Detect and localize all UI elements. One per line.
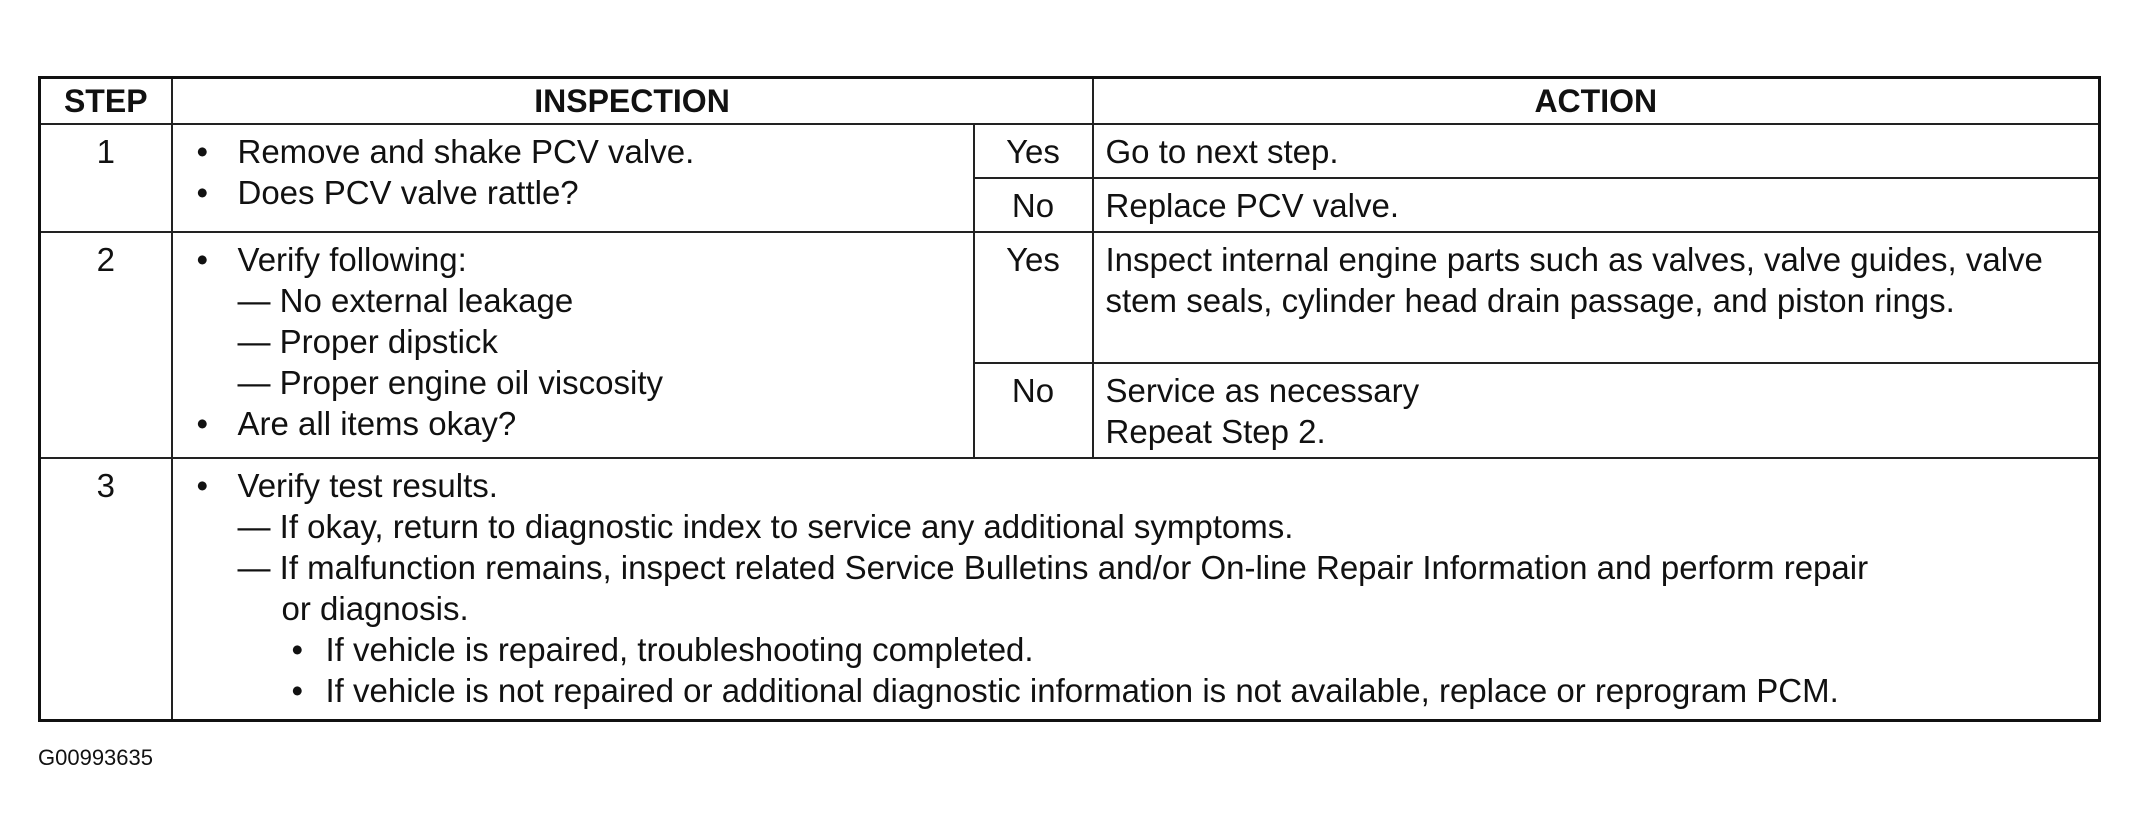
step-1-no-action: Replace PCV valve.: [1093, 178, 2100, 232]
step-3-sub-item: — If malfunction remains, inspect related Service Bulletins and/or On-line Repair Information and perform repair: [237, 549, 1869, 586]
step-3-sub-bullet: • If vehicle is repaired, troubleshooting completed.: [238, 629, 2089, 670]
step-2-sub-item: — Proper engine oil viscosity: [237, 364, 664, 401]
header-action: ACTION: [1093, 78, 2100, 125]
step-3-sub-item: — If okay, return to diagnostic index to service any additional symptoms.: [237, 508, 1294, 545]
step-2-no-action-line: Service as necessary: [1105, 372, 1420, 409]
figure-id: G00993635: [38, 745, 153, 770]
step-1-inspection-item: • Does PCV valve rattle?: [193, 172, 963, 213]
step-1-yes-action: Go to next step.: [1093, 124, 2100, 178]
header-step: STEP: [40, 78, 172, 125]
step-1-inspection: [172, 124, 974, 232]
step-2-no-action-line: Repeat Step 2.: [1105, 413, 1326, 450]
step-3-sub-bullet: • If vehicle is not repaired or additional diagnostic information is not available, replace or reprogram PCM.: [238, 670, 2089, 711]
step-2-sub-item: — Proper dipstick: [237, 323, 498, 360]
step-3-sub-item-continuation: or diagnosis.: [281, 590, 469, 627]
header-inspection: INSPECTION: [172, 78, 1093, 125]
step-number-3: 3: [40, 458, 172, 720]
step-2-inspection-item: • Are all items okay?: [193, 403, 963, 444]
step-3-inspection-item: [193, 465, 2089, 711]
step-2-yes-label: Yes: [974, 232, 1093, 363]
step-number-1: 1: [40, 124, 172, 232]
step-3-inspection: [172, 458, 2100, 720]
step-2-sub-item: — No external leakage: [237, 282, 574, 319]
step-1-yes-label: Yes: [974, 124, 1093, 178]
diagnostic-table: [38, 76, 2101, 722]
step-2-inspection: [172, 232, 974, 458]
step-2-yes-action: Inspect internal engine parts such as valves, valve guides, valve stem seals, cylinder head drain passage, and piston rings.: [1093, 232, 2100, 363]
step-1-no-label: No: [974, 178, 1093, 232]
step-2-no-action: [1093, 363, 2100, 458]
step-2-inspection-item: [193, 239, 963, 403]
step-2-verify-label: • Verify following:: [237, 241, 467, 278]
step-number-2: 2: [40, 232, 172, 458]
step-1-inspection-item: • Remove and shake PCV valve.: [193, 131, 963, 172]
step-2-no-label: No: [974, 363, 1093, 458]
step-3-verify-label: • Verify test results.: [237, 467, 498, 504]
